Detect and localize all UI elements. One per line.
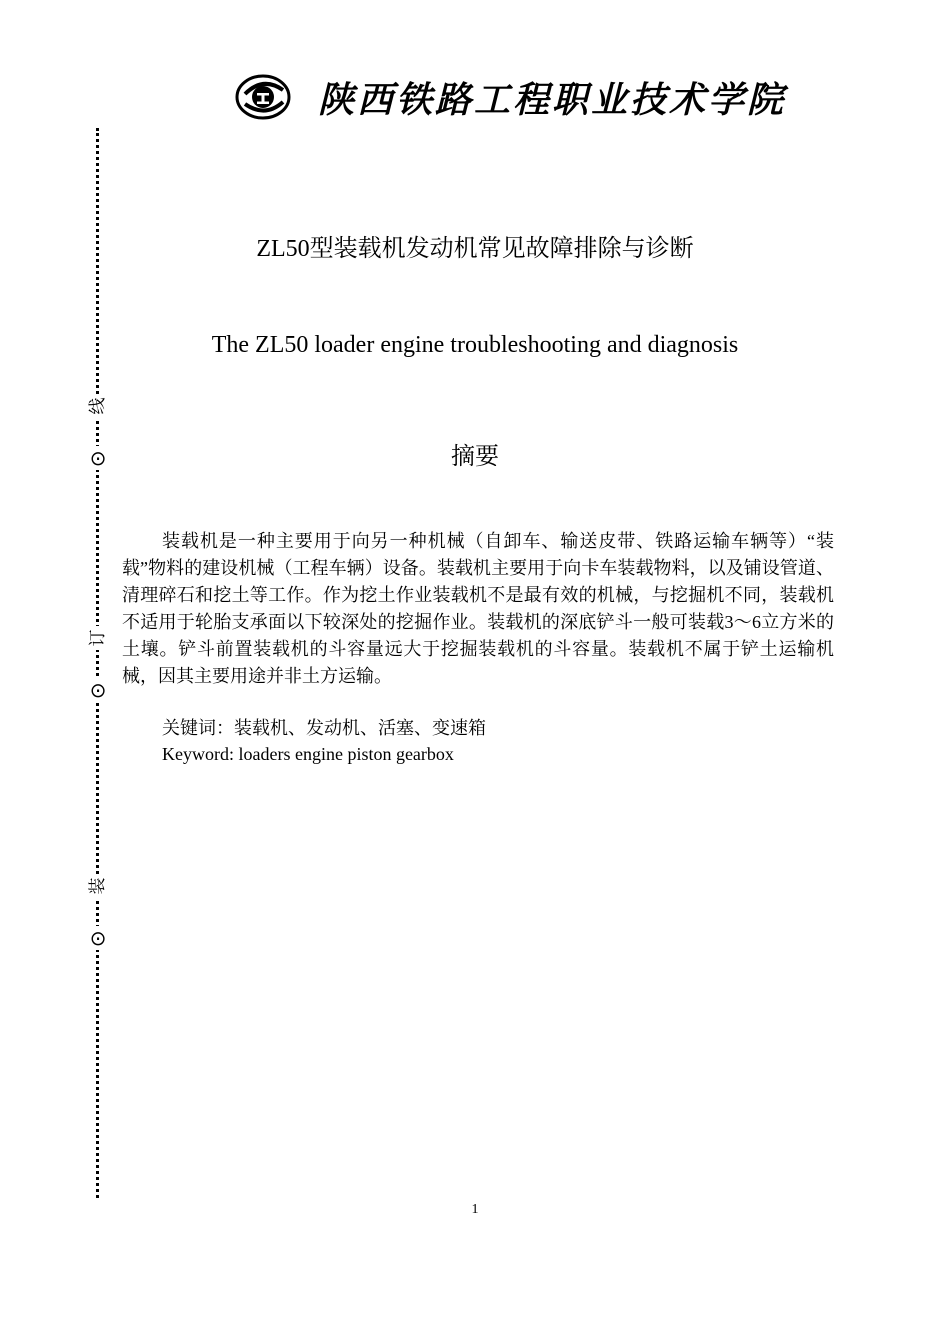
keywords-chinese: 关键词：装载机、发动机、活塞、变速箱 <box>162 718 486 738</box>
document-title-chinese: ZL50型装载机发动机常见故障排除与诊断 <box>256 236 694 262</box>
document-title-english: The ZL50 loader engine troubleshooting and diagnosis <box>211 332 739 358</box>
binding-mark-ding: 订 <box>86 626 110 650</box>
abstract-heading: 摘要 <box>451 444 499 470</box>
institution-name: 陕西铁路工程职业技术学院 <box>318 79 787 121</box>
page-number: 1 <box>471 1202 479 1217</box>
binding-circle-2: ⊙ <box>86 678 110 702</box>
binding-dotted-line <box>96 128 99 1198</box>
college-emblem-icon <box>235 72 293 122</box>
abstract-body: 装载机是一种主要用于向另一种机械（自卸车、输送皮带、铁路运输车辆等）“装载”物料的建设机械（工程车辆）设备。装载机主要用于向卡车装载物料，以及铺设管道、清理碎石和挖土等工作。作为挖土作业装载机不是最有效的机械，与挖掘机不同，装载机不适用于轮胎支承面以下较深处的挖掘作业。装载机的深底铲斗一般可装载3～6立方米的土壤。铲斗前置装载机的斗容量远大于挖掘装载机的斗容量。装载机不属于铲土运输机械，因其主要用途并非土方运输。 <box>122 531 834 686</box>
binding-circle-3: ⊙ <box>86 926 110 950</box>
binding-mark-xian: 线 <box>86 394 110 418</box>
binding-mark-zhuang: 装 <box>86 874 110 898</box>
binding-margin <box>86 128 110 1198</box>
binding-circle-1: ⊙ <box>86 446 110 470</box>
keywords-english: Keyword: loaders engine piston gearbox <box>162 744 454 764</box>
